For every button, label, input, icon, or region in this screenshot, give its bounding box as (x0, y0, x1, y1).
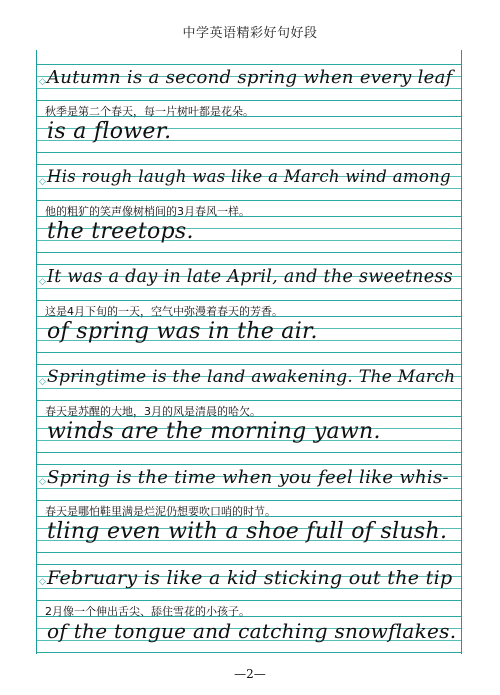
diamond-bullet-icon: ◇ (39, 377, 46, 387)
verse-3 (37, 264, 461, 364)
english-line: His rough laugh was like a March wind among (47, 167, 451, 186)
chinese-translation: 他的粗犷的笑声像树梢间的3月春风一样。 (45, 205, 250, 218)
chinese-translation: 秋季是第二个春天，每一片树叶都是花朵。 (45, 105, 254, 118)
diamond-bullet-icon: ◇ (39, 77, 46, 87)
chinese-translation: 春天是哪怕鞋里满是烂泥仍想要吹口哨的时节。 (45, 505, 276, 518)
english-line: the treetops. (47, 219, 194, 244)
diamond-bullet-icon: ◇ (39, 277, 46, 287)
chinese-translation: 这是4月下旬的一天，空气中弥漫着春天的芳香。 (45, 305, 283, 318)
verse-5 (37, 464, 461, 564)
english-line: of spring was in the air. (47, 319, 318, 344)
diamond-bullet-icon: ◇ (39, 177, 46, 187)
verse-4 (37, 364, 461, 464)
page-number: —2— (234, 667, 266, 681)
english-line: Springtime is the land awakening. The March (47, 367, 456, 387)
english-line: of the tongue and catching snowflakes. (47, 619, 457, 643)
chinese-translation: 春天是苏醒的大地，3月的风是清晨的哈欠。 (45, 405, 261, 418)
page-title: 中学英语精彩好句好段 (182, 26, 318, 41)
verse-1 (37, 64, 461, 164)
english-line: is a flower. (47, 119, 172, 144)
writing-frame (36, 50, 462, 654)
english-line: tling even with a shoe full of slush. (47, 519, 448, 544)
english-line: February is like a kid sticking out the tip (47, 567, 453, 589)
english-line: It was a day in late April, and the sweetness (47, 267, 453, 287)
verse-6 (37, 564, 461, 664)
diamond-bullet-icon: ◇ (39, 477, 46, 487)
diamond-bullet-icon: ◇ (39, 577, 46, 587)
english-line: Spring is the time when you feel like whis- (47, 467, 449, 488)
chinese-translation: 2月像一个伸出舌尖、舔住雪花的小孩子。 (45, 605, 250, 618)
verse-2 (37, 164, 461, 264)
english-line: winds are the morning yawn. (47, 419, 381, 444)
english-line: Autumn is a second spring when every leaf (47, 67, 453, 88)
